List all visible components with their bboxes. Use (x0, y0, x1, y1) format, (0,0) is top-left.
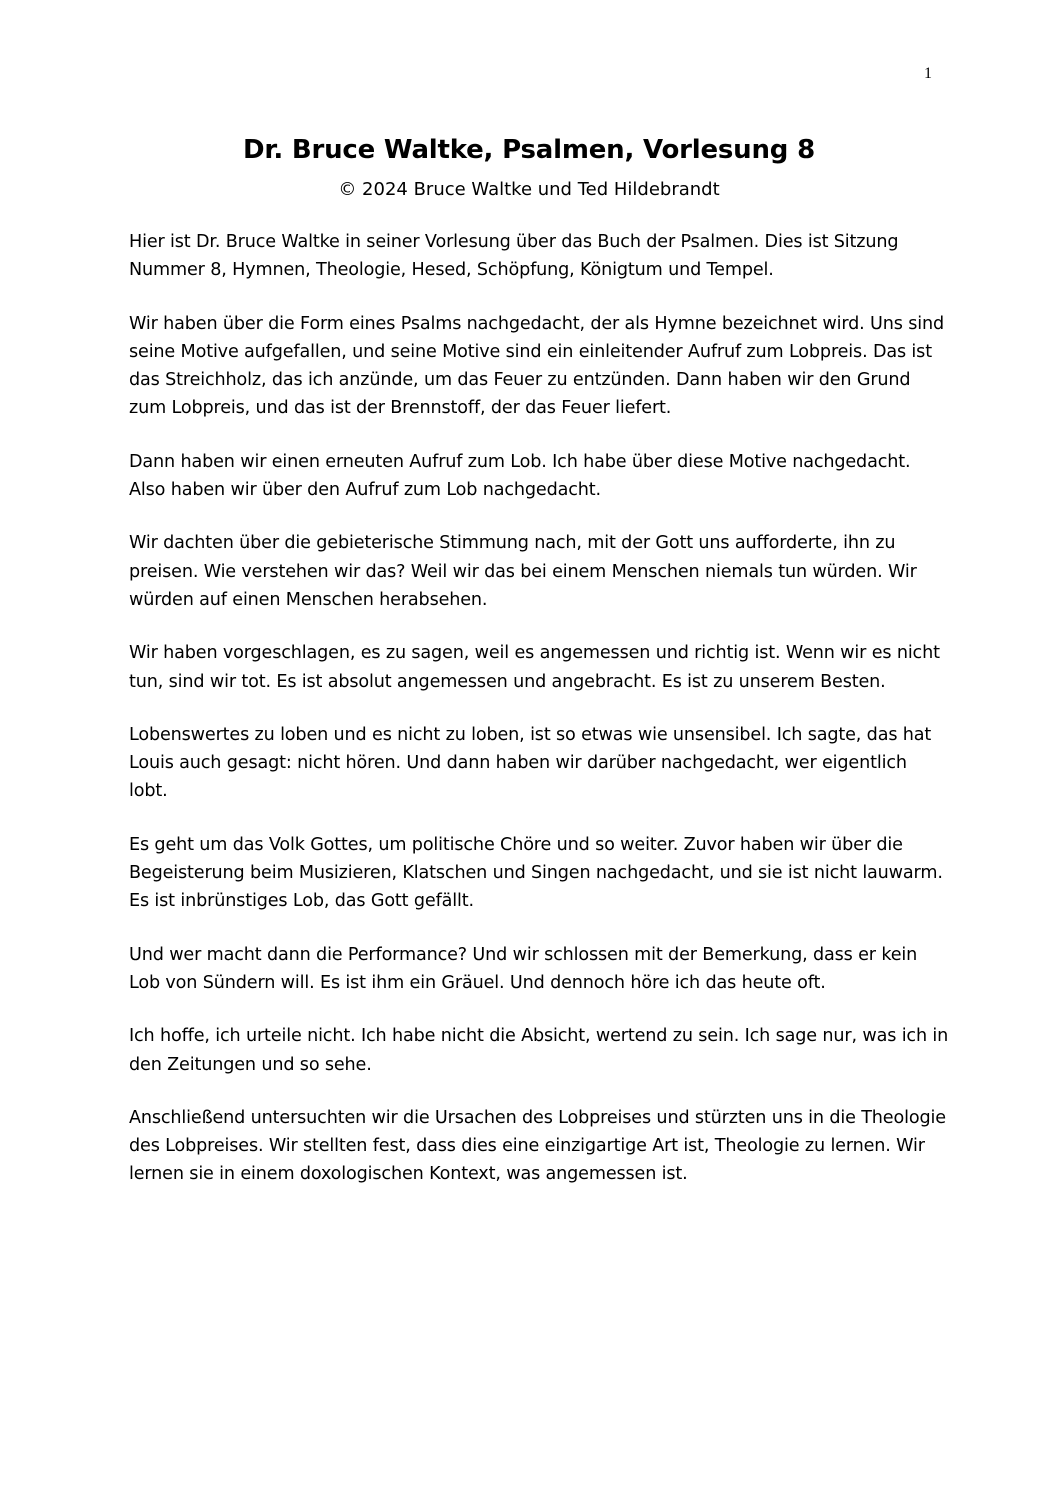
page-number: 1 (924, 65, 932, 82)
copyright-line: © 2024 Bruce Waltke und Ted Hildebrandt (338, 179, 720, 200)
paragraph: Lobenswertes zu loben und es nicht zu loben, ist so etwas wie unsensibel. Ich sagte, das hat Louis auch gesagt: nicht hören. Und dann haben wir darüber nachgedacht, wer eigentlich lobt. (129, 724, 932, 802)
paragraph: Dann haben wir einen erneuten Aufruf zum Lob. Ich habe über diese Motive nachgedacht. Also haben wir über den Aufruf zum Lob nachgedacht. (129, 451, 911, 501)
paragraph: Wir haben vorgeschlagen, es zu sagen, weil es angemessen und richtig ist. Wenn wir es nicht tun, sind wir tot. Es ist absolut angemessen und angebracht. Es ist zu unserem Besten. (129, 643, 940, 692)
paragraph: Wir dachten über die gebieterische Stimmung nach, mit der Gott uns aufforderte, ihn zu preisen. Wie verstehen wir das? Weil wir das bei einem Menschen niemals tun würden. Wir würden auf einen Menschen herabsehen. (129, 533, 917, 610)
paragraph: Anschließend untersuchten wir die Ursachen des Lobpreises und stürzten uns in die Theologie des Lobpreises. Wir stellten fest, dass dies eine einzigartige Art ist, Theologie zu lernen. Wir lernen sie in einem doxologischen Kontext, was angemessen ist. (129, 1107, 946, 1185)
paragraph: Hier ist Dr. Bruce Waltke in seiner Vorlesung über das Buch der Psalmen. Dies ist Sitzung Nummer 8, Hymnen, Theologie, Hesed, Schöpfung, Königtum und Tempel. (129, 232, 899, 281)
paragraph: Es geht um das Volk Gottes, um politische Chöre und so weiter. Zuvor haben wir über die Begeisterung beim Musizieren, Klatschen und Singen nachgedacht, und sie ist nicht lauwarm. Es ist inbrünstiges Lob, das Gott gefällt. (129, 834, 943, 912)
document-body (129, 228, 949, 1214)
paragraph: Und wer macht dann die Performance? Und wir schlossen mit der Bemerkung, dass er kein Lob von Sündern will. Es ist ihm ein Gräuel. Und dennoch höre ich das heute oft. (129, 944, 918, 993)
paragraph: Wir haben über die Form eines Psalms nachgedacht, der als Hymne bezeichnet wird. Uns sind seine Motive aufgefallen, und seine Motive sind ein einleitender Aufruf zum Lobpreis. Das ist das Streichholz, das ich anzünde, um das Feuer zu entzünden. Dann haben wir den Grund zum Lobpreis, und das ist der Brennstoff, der das Feuer liefert. (129, 313, 945, 419)
document-title: Dr. Bruce Waltke, Psalmen, Vorlesung 8 (243, 135, 815, 165)
paragraph: Ich hoffe, ich urteile nicht. Ich habe nicht die Absicht, wertend zu sein. Ich sage nur, was ich in den Zeitungen und so sehe. (129, 1026, 949, 1075)
